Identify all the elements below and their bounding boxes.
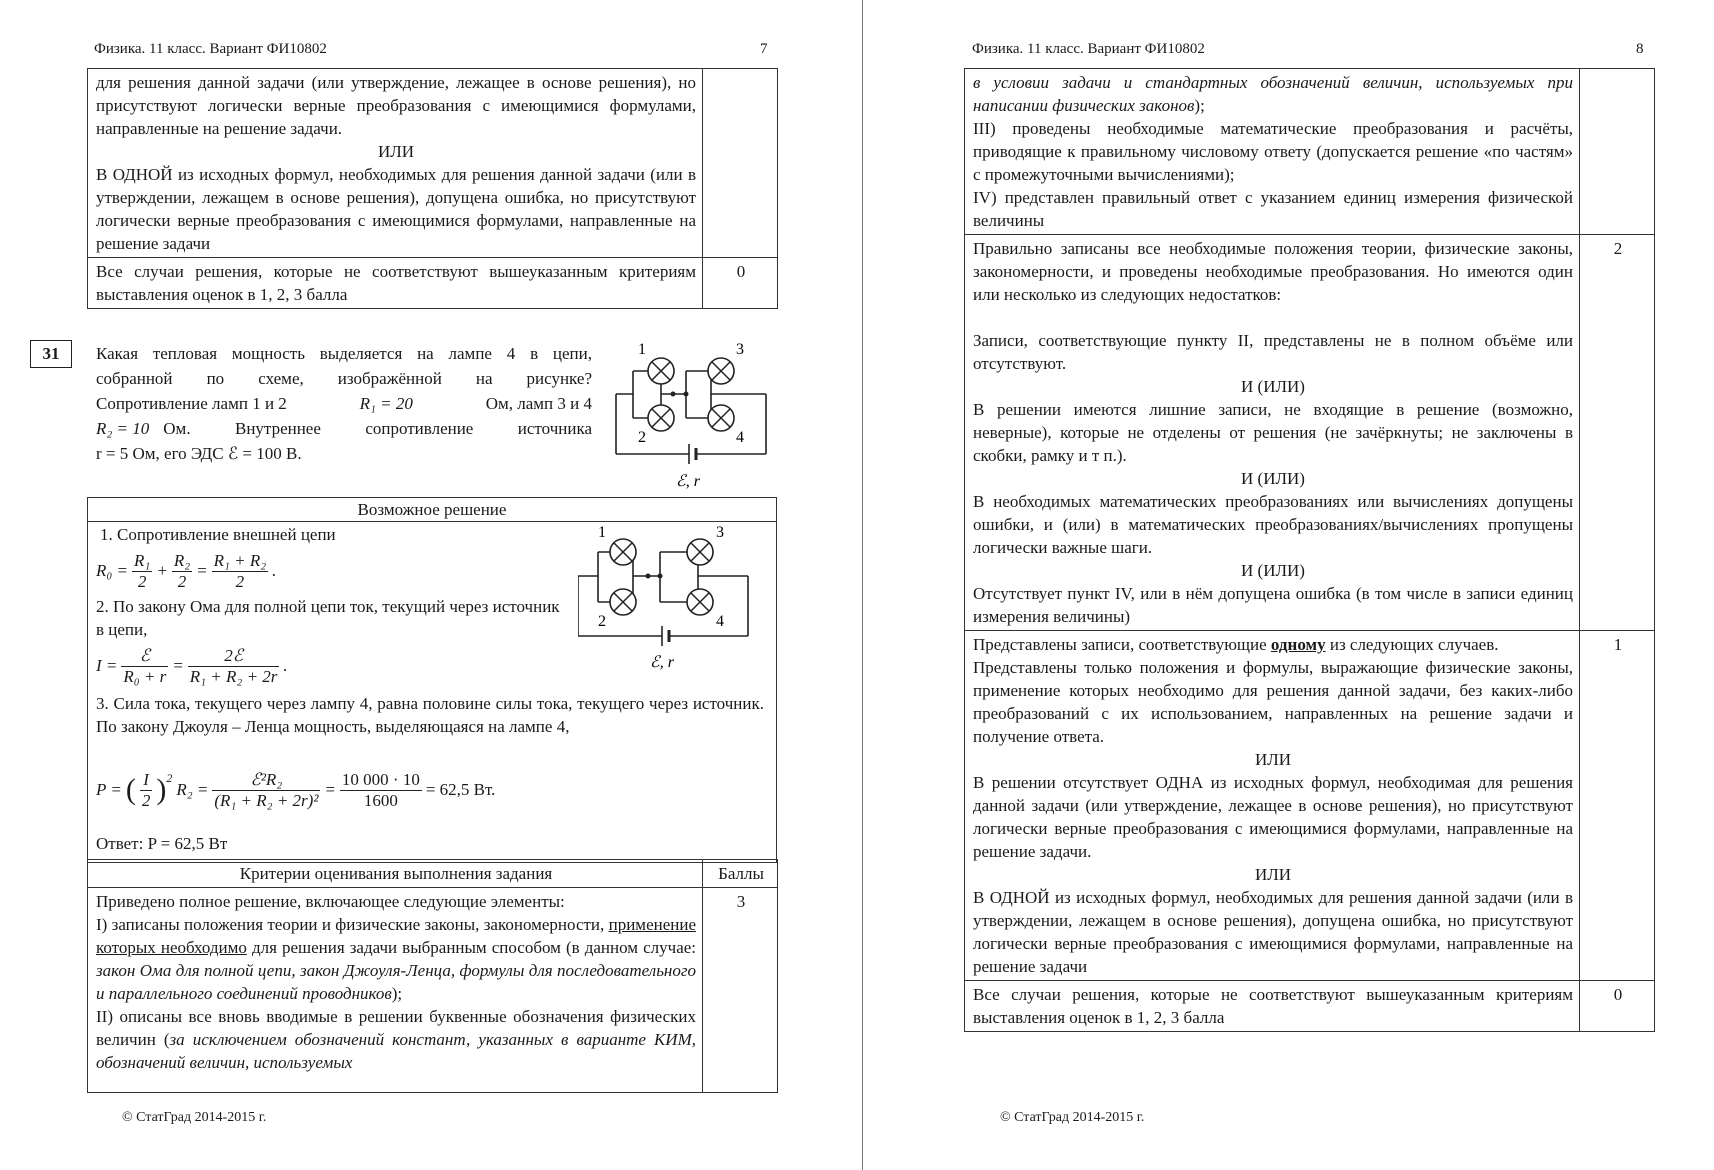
- points-cell: 0: [1580, 981, 1655, 1032]
- points-cell: 2: [1580, 235, 1655, 631]
- question-text: Какая тепловая мощность выделяется на лампе 4 в цепи, собранной по схеме, изображённой на рисунке? Сопротивление ламп 1 и 2 R₁ = 20 Ом, ламп 3 и 4 R₂ = 10 Ом. Внутреннее сопротивление источника r = 5 Ом, его ЭДС ℰ = 100 В.: [96, 344, 592, 463]
- question-number: 31: [30, 340, 72, 368]
- or-label: И (ИЛИ): [1241, 377, 1305, 396]
- battery-icon: [662, 626, 669, 646]
- solution-step-1: 1. Сопротивление внешней цепи: [100, 525, 336, 544]
- question-circuit-diagram: [606, 336, 776, 496]
- lamp-4-icon: [687, 589, 713, 615]
- left-footer-copyright: © СтатГрад 2014-2015 г.: [122, 1110, 267, 1125]
- points-cell: 3: [703, 888, 778, 1093]
- solution-header: Возможное решение: [88, 498, 776, 522]
- lamp-3-icon: [708, 358, 734, 384]
- table-row: Представлены записи, соответствующие одному из следующих случаев. Представлены только положения и формулы, выражающие физические законы, применение которых необходимо для решения данной задачи, без каких-либо преобразований с их использованием, направленных на решение задачи и получение ответа. ИЛИ В решении отсутствует ОДНА из исходных формул, необходимая для решения данной задачи (или утверждение, лежащее в основе решения), но присутствуют логически верные преобразования с имеющимися формулами, направленные на решение задачи. ИЛИ В ОДНОЙ из исходных формул, необходимых для решения данной задачи (или в утверждении, лежащем в основе решения), допущена ошибка, но присутствуют логически верные преобразования с имеющимися формулами, направленные на решение задачи 1: [965, 631, 1655, 981]
- table-row: Все случаи решения, которые не соответствуют вышеуказанным критериям выставления оценок в 1, 2, 3 балла 0: [965, 981, 1655, 1032]
- lamp-1-icon: [610, 539, 636, 565]
- formula-joule-lenz: P = ( $\frac{I}{2}$ ) $^2$ R₂ = $\frac{\text{ℰ²R₂}}{\text{(R₁ + R₂ + 2r)²}}$ = $\frac{10 000 \cdot 10}{1600}$ = 62,5 Вт.: [96, 769, 496, 810]
- lamp-label: 2: [598, 613, 606, 630]
- lamp-label: 4: [736, 429, 744, 446]
- table-row: [88, 69, 778, 258]
- points-cell: 1: [1580, 631, 1655, 981]
- left-criteria-table: [87, 859, 778, 1093]
- lamp-label: 1: [638, 341, 646, 358]
- lamp-label: 1: [598, 524, 606, 541]
- lamp-label: 4: [716, 613, 724, 630]
- right-criteria-table: [964, 68, 1655, 1032]
- lamp-label: 2: [638, 429, 646, 446]
- left-page-header-title: Физика. 11 класс. Вариант ФИ10802: [94, 41, 327, 57]
- criteria-text: для решения данной задачи (или утверждение, лежащее в основе решения), но присутствуют логически верные преобразования с имеющимися формулами, направленные на решение задачи.: [96, 73, 696, 138]
- or-label: ИЛИ: [1254, 750, 1292, 769]
- left-page-number: 7: [760, 41, 768, 57]
- lamp-4-icon: [708, 405, 734, 431]
- criteria-text: В ОДНОЙ из исходных формул, необходимых для решения данной задачи (или в утверждении, лежащем в основе решения), допущена ошибка, но присутствуют логически верные преобразования с имеющимися формулами, направленные на решение задачи: [96, 165, 696, 253]
- or-label: И (ИЛИ): [1241, 561, 1305, 580]
- page-divider: [862, 0, 863, 1170]
- table-row: Правильно записаны все необходимые положения теории, физические законы, закономерности, и проведены необходимые преобразования. Но имеются один или несколько из следующих недостатков: Записи, соответствующие пункту II, представлены не в полном объёме или отсутствуют. И (ИЛИ) В решении имеются лишние записи, не входящие в решение (возможно, неверные), которые не отделены от решения (не зачёркнуты; не заключены в скобки, рамку и т п.). И (ИЛИ) В необходимых математических преобразованиях или вычислениях допущены ошибки, и (или) в математических преобразованиях/вычислениях пропущены логически важные шаги. И (ИЛИ) Отсутствует пункт IV, или в нём допущена ошибка (в том числе в записи единиц измерения величины) 2: [965, 235, 1655, 631]
- table-row: [88, 258, 778, 309]
- solution-circuit-diagram: [578, 524, 758, 674]
- criteria-column-header: Критерии оценивания выполнения задания: [88, 860, 703, 888]
- right-page-header-title: Физика. 11 класс. Вариант ФИ10802: [972, 41, 1205, 57]
- criteria-text: Все случаи решения, которые не соответствуют вышеуказанным критериям выставления оценок в 1, 2, 3 балла: [96, 262, 696, 304]
- table-row: в условии задачи и стандартных обозначений величин, используемых при написании физических законов); III) проведены необходимые математические преобразования и расчёты, приводящие к правильному числовому ответу (допускается решение «по частям» с промежуточными вычислениями); IV) представлен правильный ответ с указанием единиц измерения физической величины: [965, 69, 1655, 235]
- or-label: ИЛИ: [1254, 865, 1292, 884]
- solution-step-3: 3. Сила тока, текущего через лампу 4, равна половине силы тока, текущего через источник. По закону Джоуля – Ленца мощность, выделяющаяся на лампе 4,: [96, 694, 764, 736]
- or-label: И (ИЛИ): [1241, 469, 1305, 488]
- lamp-3-icon: [687, 539, 713, 565]
- points-cell: [1580, 69, 1655, 235]
- formula-ohm-law: I = $\frac{\text{ℰ}}{\text{R₀ + r}}$ = $\frac{\text{2ℰ}}{\text{R₁ + R₂ + 2r}}$ .: [96, 645, 288, 686]
- points-column-header: Баллы: [703, 860, 778, 888]
- lamp-2-icon: [610, 589, 636, 615]
- lamp-label: 3: [716, 524, 724, 541]
- right-footer-copyright: © СтатГрад 2014-2015 г.: [1000, 1110, 1145, 1125]
- solution-step-2: 2. По закону Ома для полной цепи ток, текущий через источник в цепи,: [96, 597, 560, 639]
- left-top-criteria-table: [87, 68, 778, 309]
- table-row: Приведено полное решение, включающее следующие элементы: I) записаны положения теории и физические законы, закономерности, применение которых необходимо для решения задачи выбранным способом (в данном случае: закон Ома для полной цепи, закон Джоуля-Ленца, формулы для последовательного и параллельного соединений проводников); II) описаны все вновь вводимые в решении буквенные обозначения физических величин (за исключением обозначений констант, указанных в варианте КИМ, обозначений величин, используемых 3: [88, 888, 778, 1093]
- source-label: ℰ, r: [650, 654, 674, 671]
- points-cell: 0: [703, 258, 778, 309]
- solution-answer: Ответ: P = 62,5 Вт: [96, 834, 228, 853]
- right-page-number: 8: [1636, 41, 1644, 57]
- formula-external-resistance: R₀ = $\frac{\text{R₁}}{2}$ + $\frac{\text{R₂}}{2}$ = $\frac{\text{R₁ + R₂}}{2}$ .: [96, 550, 277, 591]
- table-header-row: [88, 860, 778, 888]
- points-cell: [703, 69, 778, 258]
- solution-box: [87, 497, 777, 863]
- battery-icon: [689, 444, 696, 464]
- or-label: ИЛИ: [377, 142, 415, 161]
- lamp-2-icon: [648, 405, 674, 431]
- lamp-label: 3: [736, 341, 744, 358]
- source-label: ℰ, r: [676, 473, 700, 490]
- lamp-1-icon: [648, 358, 674, 384]
